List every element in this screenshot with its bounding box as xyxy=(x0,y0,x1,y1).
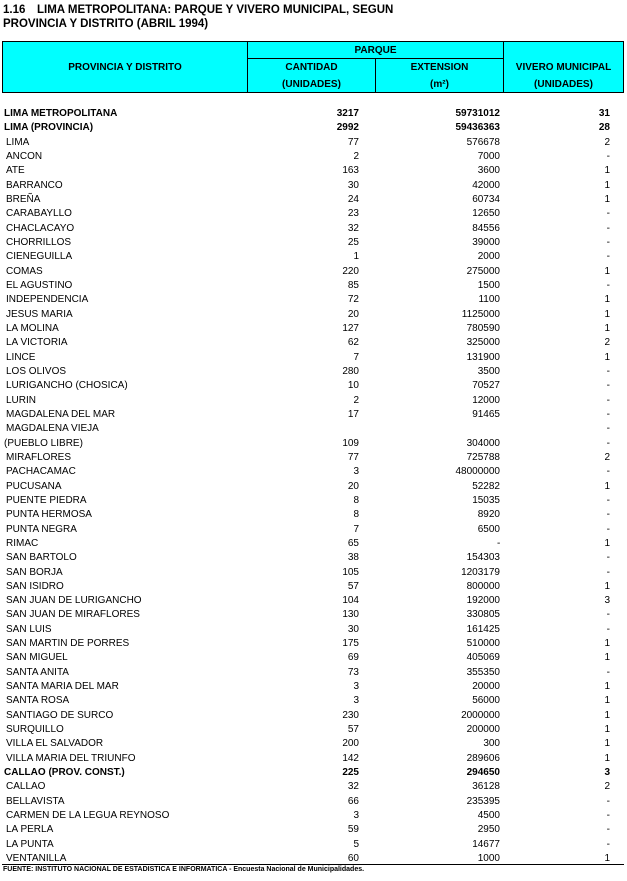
title-line-1: LIMA METROPOLITANA: PARQUE Y VIVERO MUNICIPAL, SEGUN xyxy=(37,4,394,16)
row-extension: 36128 xyxy=(472,781,500,793)
row-name: VENTANILLA xyxy=(6,853,67,865)
row-name: CIENEGUILLA xyxy=(6,251,73,263)
row-extension: 235395 xyxy=(466,795,500,807)
row-name: LURIN xyxy=(6,394,37,406)
row-extension: 59731012 xyxy=(455,108,500,119)
table-number: 1.16 xyxy=(3,4,26,16)
row-vivero: 1 xyxy=(604,265,610,277)
table-row xyxy=(0,379,627,393)
table-row xyxy=(0,752,627,766)
table-row xyxy=(0,437,627,451)
row-extension: 15035 xyxy=(472,494,500,506)
row-name: LIMA (PROVINCIA) xyxy=(4,122,94,134)
row-name: SANTA MARIA DEL MAR xyxy=(6,681,119,693)
row-name: BELLAVISTA xyxy=(6,795,65,807)
row-name: SANTA ANITA xyxy=(6,666,69,678)
row-name: RIMAC xyxy=(6,537,39,549)
row-cantidad: 69 xyxy=(347,652,359,664)
table-row xyxy=(0,279,627,293)
row-extension: 1500 xyxy=(477,279,500,291)
source-note: FUENTE: INSTITUTO NACIONAL DE ESTADISTICA E INFORMATICA - Encuesta Nacional de Municipalidades. xyxy=(3,866,365,873)
row-cantidad: 25 xyxy=(347,236,359,248)
row-name: BREÑA xyxy=(6,193,41,205)
row-extension: 275000 xyxy=(466,265,500,277)
table-row xyxy=(0,308,627,322)
row-name: MAGDALENA VIEJA xyxy=(6,423,99,435)
row-cantidad: 8 xyxy=(353,509,359,521)
row-extension: 59436363 xyxy=(455,122,500,134)
row-extension: 300 xyxy=(483,738,500,750)
row-extension: 294650 xyxy=(466,767,500,779)
row-cantidad: 85 xyxy=(347,279,359,291)
table-row xyxy=(0,566,627,580)
row-cantidad: 20 xyxy=(347,480,359,492)
row-vivero: - xyxy=(606,365,610,377)
table-bottom-rule xyxy=(2,864,624,865)
table-row xyxy=(0,451,627,465)
header-parque: PARQUE xyxy=(354,44,397,56)
row-extension: 42000 xyxy=(472,179,500,191)
row-cantidad: 3 xyxy=(353,681,359,693)
row-vivero: 1 xyxy=(604,294,610,306)
row-cantidad: 109 xyxy=(342,437,359,449)
row-name: SURQUILLO xyxy=(6,724,64,736)
row-extension: 52282 xyxy=(472,480,500,492)
row-vivero: 3 xyxy=(604,595,610,607)
row-name: LA PERLA xyxy=(6,824,54,836)
row-name: SANTA ROSA xyxy=(6,695,70,707)
row-name: VILLA EL SALVADOR xyxy=(6,738,104,750)
table-row xyxy=(0,508,627,522)
table-row xyxy=(0,666,627,680)
header-extension-units: (m²) xyxy=(430,78,449,90)
table-row xyxy=(0,179,627,193)
row-name: LINCE xyxy=(6,351,36,363)
table-row xyxy=(0,623,627,637)
row-vivero: - xyxy=(606,609,610,621)
row-extension: 289606 xyxy=(466,752,500,764)
row-extension: 1203179 xyxy=(461,566,500,578)
row-cantidad: 24 xyxy=(347,193,359,205)
row-name: COMAS xyxy=(6,265,43,277)
row-vivero: - xyxy=(606,222,610,234)
row-name: PUENTE PIEDRA xyxy=(6,494,87,506)
row-name: SAN ISIDRO xyxy=(6,580,64,592)
row-name: PACHACAMAC xyxy=(6,466,76,478)
table-row xyxy=(0,351,627,365)
row-vivero: - xyxy=(606,494,610,506)
table-row xyxy=(0,394,627,408)
table-row xyxy=(0,766,627,780)
row-cantidad: 77 xyxy=(347,451,359,463)
row-name: CARMEN DE LA LEGUA REYNOSO xyxy=(6,810,170,822)
table-row xyxy=(0,651,627,665)
row-cantidad: 8 xyxy=(353,494,359,506)
table-row xyxy=(0,795,627,809)
row-cantidad: 2 xyxy=(353,150,359,162)
row-vivero: 1 xyxy=(604,652,610,664)
row-cantidad: 73 xyxy=(347,666,359,678)
table-row xyxy=(0,136,627,150)
table-row xyxy=(0,265,627,279)
row-name: SAN MIGUEL xyxy=(6,652,68,664)
row-vivero: 1 xyxy=(604,165,610,177)
row-extension: 2950 xyxy=(477,824,500,836)
row-extension: 800000 xyxy=(466,580,500,592)
row-cantidad: 59 xyxy=(347,824,359,836)
row-extension: 1100 xyxy=(478,294,500,306)
row-cantidad: 163 xyxy=(342,165,359,177)
table-row xyxy=(0,494,627,508)
row-cantidad: 220 xyxy=(342,265,359,277)
row-cantidad: 77 xyxy=(347,136,359,148)
row-vivero: - xyxy=(606,394,610,406)
row-cantidad: 175 xyxy=(342,638,359,650)
row-vivero: 1 xyxy=(604,537,610,549)
row-extension: 355350 xyxy=(466,666,500,678)
row-cantidad: 104 xyxy=(342,595,359,607)
table-header xyxy=(2,41,624,93)
table-row xyxy=(0,838,627,852)
row-cantidad: 3 xyxy=(353,810,359,822)
row-cantidad: 17 xyxy=(347,408,359,420)
table-row xyxy=(0,594,627,608)
row-vivero: 1 xyxy=(604,738,610,750)
row-extension: 131900 xyxy=(466,351,500,363)
table-row xyxy=(0,336,627,350)
row-cantidad: 57 xyxy=(347,580,359,592)
row-name: EL AGUSTINO xyxy=(6,279,73,291)
row-extension-dash: - xyxy=(497,537,501,549)
table-row xyxy=(0,236,627,250)
row-vivero: - xyxy=(606,838,610,850)
row-cantidad: 32 xyxy=(347,781,359,793)
row-extension: 576678 xyxy=(466,136,500,148)
table-row xyxy=(0,723,627,737)
row-extension: 2000000 xyxy=(461,709,500,721)
row-cantidad: 105 xyxy=(342,566,359,578)
row-vivero: 1 xyxy=(604,638,610,650)
row-cantidad: 3217 xyxy=(336,108,359,119)
row-cantidad: 3 xyxy=(353,695,359,707)
row-cantidad: 280 xyxy=(342,365,359,377)
row-vivero: - xyxy=(606,408,610,420)
row-extension: 154303 xyxy=(466,552,500,564)
row-name: LIMA xyxy=(6,136,30,148)
row-vivero: 1 xyxy=(604,724,610,736)
row-name: CARABAYLLO xyxy=(6,208,72,220)
row-name: SAN BORJA xyxy=(6,566,63,578)
table-row xyxy=(0,737,627,751)
header-provincia-distrito: PROVINCIA Y DISTRITO xyxy=(68,61,182,73)
row-name: LA MOLINA xyxy=(6,322,59,334)
row-extension: 56000 xyxy=(472,695,500,707)
row-vivero: - xyxy=(606,279,610,291)
row-cantidad: 60 xyxy=(347,853,359,865)
row-name: SAN JUAN DE LURIGANCHO xyxy=(6,595,142,607)
row-name: MIRAFLORES xyxy=(6,451,72,463)
table-row xyxy=(0,107,627,121)
row-vivero: - xyxy=(606,566,610,578)
row-vivero: 2 xyxy=(604,136,610,148)
header-cantidad-units: (UNIDADES) xyxy=(282,78,341,90)
row-name: SAN LUIS xyxy=(6,623,52,635)
row-extension: 2000 xyxy=(477,251,500,263)
row-vivero: 1 xyxy=(604,695,610,707)
row-extension: 1125000 xyxy=(461,308,500,320)
row-name: BARRANCO xyxy=(6,179,63,191)
row-extension: 70527 xyxy=(472,380,500,392)
table-row xyxy=(0,422,627,436)
row-vivero: 2 xyxy=(604,451,610,463)
row-vivero: 1 xyxy=(604,709,610,721)
row-extension: 60734 xyxy=(472,193,500,205)
row-name: CALLAO xyxy=(6,781,46,793)
row-name: SAN MARTIN DE PORRES xyxy=(6,638,130,650)
row-name: MAGDALENA DEL MAR xyxy=(6,408,116,420)
row-name: SAN BARTOLO xyxy=(6,552,77,564)
row-vivero: - xyxy=(606,423,610,435)
row-extension: 7000 xyxy=(477,150,500,162)
table-row xyxy=(0,780,627,794)
row-vivero: 1 xyxy=(604,752,610,764)
row-extension: 405069 xyxy=(466,652,500,664)
row-vivero: 1 xyxy=(604,193,610,205)
row-vivero: 1 xyxy=(604,580,610,592)
row-vivero: - xyxy=(606,795,610,807)
row-cantidad: 32 xyxy=(347,222,359,234)
row-extension: 12000 xyxy=(472,394,500,406)
row-extension: 192000 xyxy=(466,595,500,607)
row-extension: 780590 xyxy=(466,322,500,334)
row-vivero: 2 xyxy=(604,337,610,349)
row-name: LA VICTORIA xyxy=(6,337,68,349)
row-extension: 14677 xyxy=(472,838,500,850)
header-cantidad: CANTIDAD xyxy=(285,61,338,73)
table-row xyxy=(0,207,627,221)
row-vivero: 1 xyxy=(604,681,610,693)
row-vivero: - xyxy=(606,150,610,162)
row-name: SANTIAGO DE SURCO xyxy=(6,709,114,721)
row-cantidad: 62 xyxy=(347,337,359,349)
table-row xyxy=(0,523,627,537)
row-cantidad: 2992 xyxy=(336,122,359,134)
row-vivero: - xyxy=(606,523,610,535)
row-name: (PUEBLO LIBRE) xyxy=(4,437,83,449)
row-name: CALLAO (PROV. CONST.) xyxy=(4,767,125,779)
table-row xyxy=(0,680,627,694)
row-extension: 510000 xyxy=(466,638,500,650)
table-row xyxy=(0,222,627,236)
table-row xyxy=(0,164,627,178)
row-extension: 330805 xyxy=(466,609,500,621)
row-name: PUNTA HERMOSA xyxy=(6,509,92,521)
table-row xyxy=(0,365,627,379)
row-name: LIMA METROPOLITANA xyxy=(4,108,118,119)
row-extension: 3500 xyxy=(477,365,500,377)
row-extension: 39000 xyxy=(472,236,500,248)
table-row xyxy=(0,551,627,565)
row-name: PUNTA NEGRA xyxy=(6,523,77,535)
row-vivero: 1 xyxy=(604,322,610,334)
row-vivero: 3 xyxy=(604,767,610,779)
row-cantidad: 200 xyxy=(342,738,359,750)
row-cantidad: 57 xyxy=(347,724,359,736)
row-vivero: - xyxy=(606,552,610,564)
row-cantidad: 2 xyxy=(353,394,359,406)
row-cantidad: 38 xyxy=(347,552,359,564)
table-row xyxy=(0,694,627,708)
row-vivero: - xyxy=(606,380,610,392)
table-row xyxy=(0,121,627,135)
row-name: LOS OLIVOS xyxy=(6,365,67,377)
row-name: CHORRILLOS xyxy=(6,236,72,248)
row-extension: 91465 xyxy=(472,408,500,420)
row-name: PUCUSANA xyxy=(6,480,62,492)
row-cantidad: 30 xyxy=(347,623,359,635)
row-extension: 20000 xyxy=(472,681,500,693)
table-row xyxy=(0,809,627,823)
row-vivero: 31 xyxy=(598,108,610,119)
row-vivero: 2 xyxy=(604,781,610,793)
table-row xyxy=(0,293,627,307)
header-vivero: VIVERO MUNICIPAL xyxy=(515,61,612,73)
row-extension: 725788 xyxy=(466,451,500,463)
row-name: LA PUNTA xyxy=(6,838,54,850)
row-vivero: - xyxy=(606,666,610,678)
row-extension: 161425 xyxy=(466,623,500,635)
row-name: CHACLACAYO xyxy=(6,222,75,234)
row-name: SAN JUAN DE MIRAFLORES xyxy=(6,609,140,621)
row-cantidad: 3 xyxy=(353,466,359,478)
table-row xyxy=(0,193,627,207)
table-row xyxy=(0,250,627,264)
table-row xyxy=(0,465,627,479)
row-vivero: - xyxy=(606,824,610,836)
row-cantidad: 20 xyxy=(347,308,359,320)
row-name: VILLA MARIA DEL TRIUNFO xyxy=(6,752,136,764)
row-extension: 325000 xyxy=(466,337,500,349)
row-name: JESUS MARIA xyxy=(6,308,73,320)
row-name: ANCON xyxy=(6,150,43,162)
table-body xyxy=(0,107,627,866)
page-title xyxy=(3,3,623,31)
row-vivero: 1 xyxy=(604,480,610,492)
row-cantidad: 7 xyxy=(353,523,359,535)
row-extension: 12650 xyxy=(472,208,500,220)
row-vivero: - xyxy=(606,236,610,248)
row-extension: 84556 xyxy=(472,222,500,234)
row-cantidad: 225 xyxy=(342,767,359,779)
row-vivero: 1 xyxy=(604,351,610,363)
row-name: LURIGANCHO (CHOSICA) xyxy=(6,380,128,392)
row-cantidad: 72 xyxy=(347,294,359,306)
table-row xyxy=(0,580,627,594)
row-cantidad: 23 xyxy=(347,208,359,220)
header-extension: EXTENSION xyxy=(410,61,469,73)
row-extension: 6500 xyxy=(477,523,500,535)
row-vivero: - xyxy=(606,466,610,478)
row-vivero: - xyxy=(606,251,610,263)
table-row xyxy=(0,823,627,837)
table-row xyxy=(0,537,627,551)
row-vivero: 1 xyxy=(604,853,610,865)
table-row xyxy=(0,709,627,723)
row-cantidad: 10 xyxy=(347,380,359,392)
row-cantidad: 142 xyxy=(342,752,359,764)
row-cantidad: 230 xyxy=(342,709,359,721)
row-extension: 4500 xyxy=(477,810,500,822)
title-line-2: PROVINCIA Y DISTRITO (ABRIL 1994) xyxy=(3,18,209,30)
row-name: INDEPENDENCIA xyxy=(6,294,89,306)
row-extension: 200000 xyxy=(466,724,500,736)
row-extension: 3600 xyxy=(477,165,500,177)
row-vivero: - xyxy=(606,623,610,635)
table-row xyxy=(0,480,627,494)
row-vivero: - xyxy=(606,509,610,521)
row-extension: 8920 xyxy=(477,509,500,521)
table-row xyxy=(0,408,627,422)
row-cantidad: 127 xyxy=(342,322,359,334)
row-vivero: 28 xyxy=(598,122,610,134)
row-cantidad: 30 xyxy=(347,179,359,191)
row-cantidad: 5 xyxy=(353,838,359,850)
row-extension: 1000 xyxy=(477,853,500,865)
row-vivero: 1 xyxy=(604,308,610,320)
table-row xyxy=(0,150,627,164)
table-row xyxy=(0,637,627,651)
header-vivero-units: (UNIDADES) xyxy=(534,78,593,90)
row-extension: 48000000 xyxy=(455,466,500,478)
row-cantidad: 1 xyxy=(353,251,359,263)
table-row xyxy=(0,608,627,622)
row-cantidad: 7 xyxy=(353,351,359,363)
row-extension: 304000 xyxy=(466,437,500,449)
row-vivero: - xyxy=(606,208,610,220)
row-cantidad: 66 xyxy=(347,795,359,807)
row-vivero: - xyxy=(606,810,610,822)
row-cantidad: 130 xyxy=(342,609,359,621)
row-vivero: - xyxy=(606,437,610,449)
table-row xyxy=(0,322,627,336)
row-cantidad: 65 xyxy=(347,537,359,549)
row-vivero: 1 xyxy=(604,179,610,191)
row-name: ATE xyxy=(6,165,25,177)
